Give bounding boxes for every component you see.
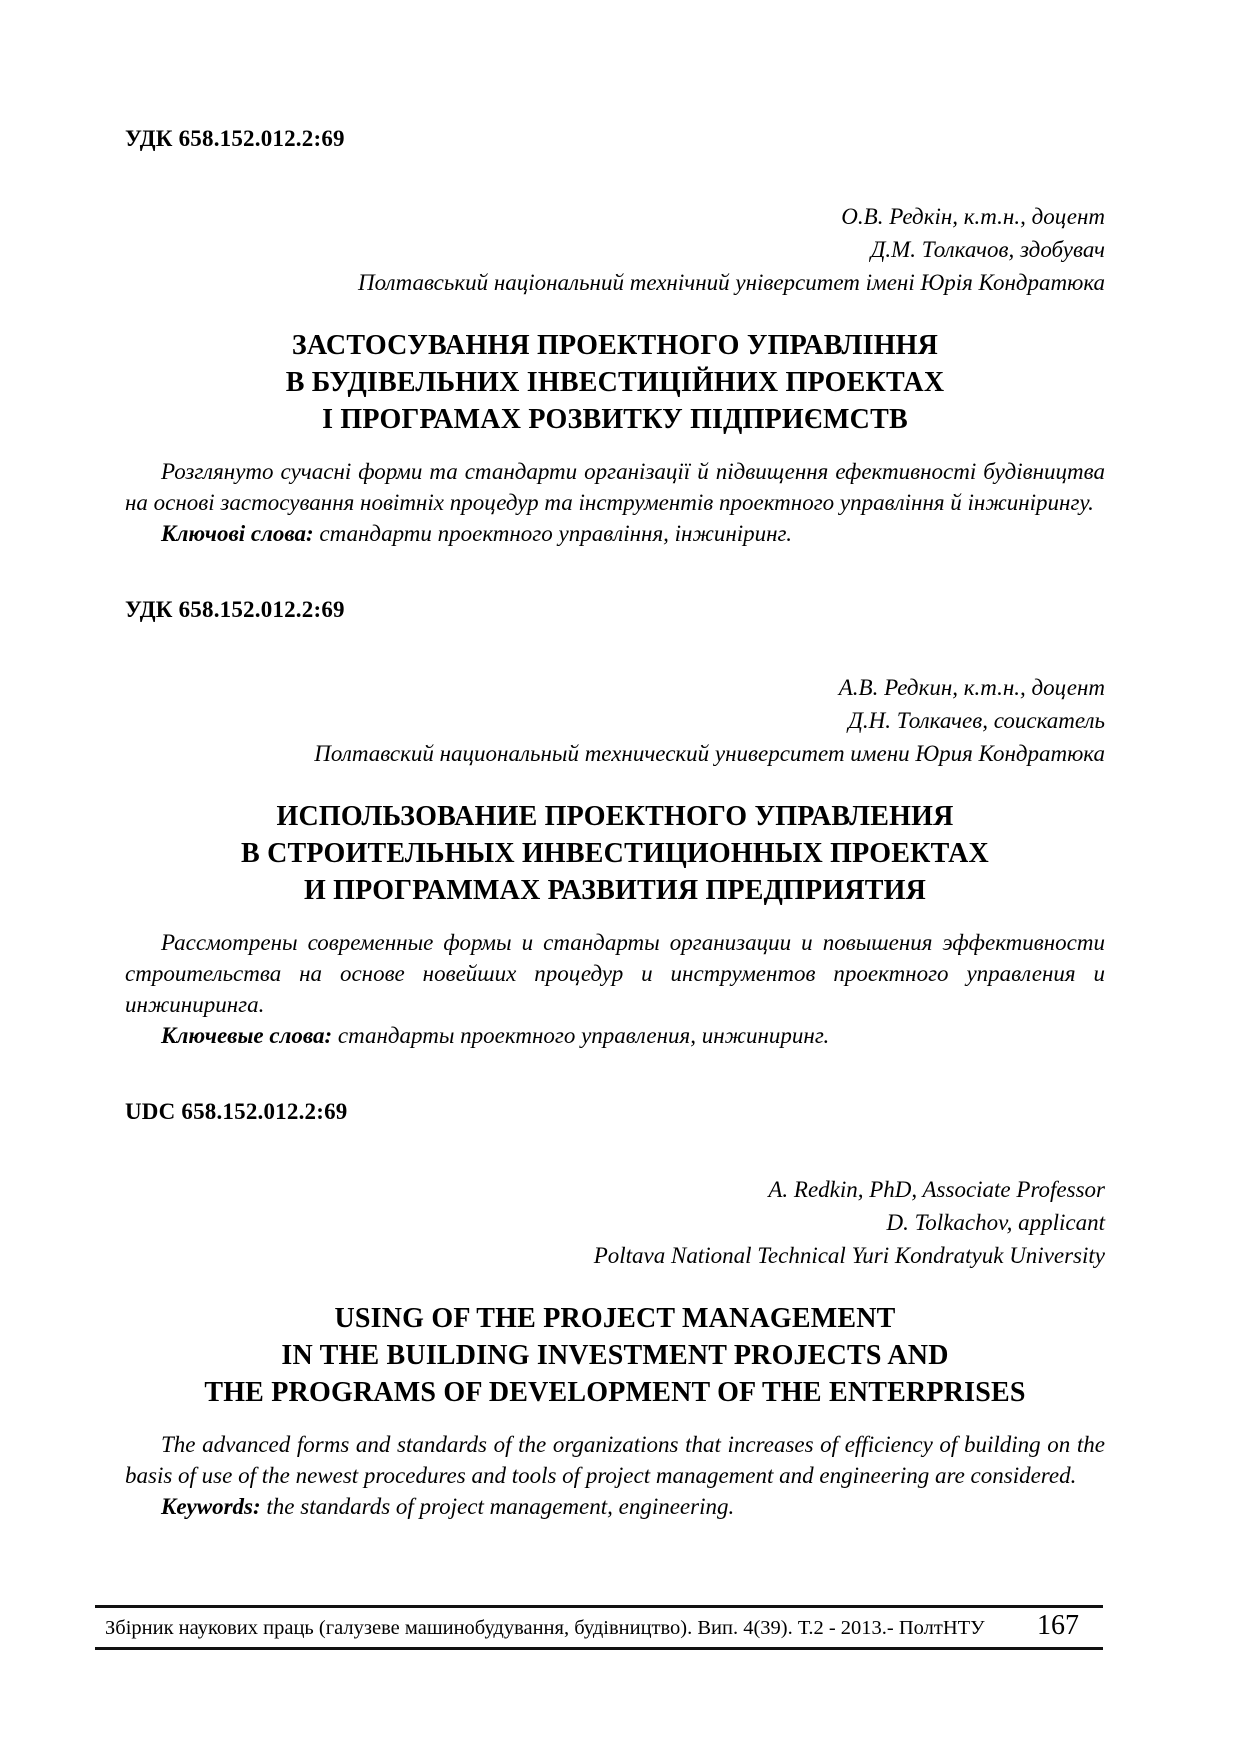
affiliation: Полтавский национальный технический университет имени Юрия Кондратюка — [314, 741, 1105, 766]
title-line: THE PROGRAMS OF DEVELOPMENT OF THE ENTERPRISES — [204, 1377, 1026, 1408]
section-russian — [125, 595, 1105, 1051]
abstract-text: The advanced forms and standards of the organizations that increases of efficiency of building on the basis of use of the newest procedures and tools of project management and engineering are considered. — [125, 1432, 1105, 1488]
keywords-label: Keywords: — [161, 1494, 261, 1519]
authors-block — [125, 1173, 1105, 1272]
keywords-line — [125, 1020, 1105, 1051]
author-line: A. Redkin, PhD, Associate Professor — [768, 1177, 1105, 1202]
article-title — [125, 327, 1105, 438]
author-line: D. Tolkachov, applicant — [886, 1210, 1105, 1235]
article-title — [125, 1300, 1105, 1411]
author-line: Д.Н. Толкачев, соискатель — [848, 708, 1105, 733]
title-line: IN THE BUILDING INVESTMENT PROJECTS AND — [281, 1340, 949, 1371]
affiliation: Poltava National Technical Yuri Kondratyuk University — [593, 1243, 1105, 1268]
title-line: В СТРОИТЕЛЬНЫХ ИНВЕСТИЦИОННЫХ ПРОЕКТАХ — [241, 838, 989, 869]
section-english — [125, 1097, 1105, 1522]
title-line: USING OF THE PROJECT MANAGEMENT — [334, 1303, 896, 1334]
page-content — [125, 0, 1105, 1522]
keywords-text: стандарти проектного управління, інжиніринг. — [313, 521, 792, 546]
keywords-line — [125, 518, 1105, 549]
title-line: ИСПОЛЬЗОВАНИЕ ПРОЕКТНОГО УПРАВЛЕНИЯ — [276, 801, 954, 832]
udc-code: УДК 658.152.012.2:69 — [125, 126, 345, 151]
affiliation: Полтавський національний технічний університет імені Юрія Кондратюка — [358, 270, 1105, 295]
footer-journal-info: Збірник наукових праць (галузеве машинобудування, будівництво). Вип. 4(39). Т.2 - 2013.- ПолтНТУ — [105, 1617, 985, 1639]
keywords-label: Ключевые слова: — [161, 1023, 333, 1048]
title-line: ЗАСТОСУВАННЯ ПРОЕКТНОГО УПРАВЛІННЯ — [291, 330, 939, 361]
udc-code: УДК 658.152.012.2:69 — [125, 597, 345, 622]
title-line: И ПРОГРАММАХ РАЗВИТИЯ ПРЕДПРИЯТИЯ — [303, 875, 927, 906]
abstract-text: Розглянуто сучасні форми та стандарти організації й підвищення ефективності будівництва на основі застосування новітніх процедур та інструментів проектного управління й інжинірингу. — [125, 459, 1105, 515]
author-line: Д.М. Толкачов, здобувач — [870, 237, 1105, 262]
author-line: О.В. Редкін, к.т.н., доцент — [841, 204, 1105, 229]
title-line: В БУДІВЕЛЬНИХ ІНВЕСТИЦІЙНИХ ПРОЕКТАХ — [285, 367, 945, 398]
udc-code: UDC 658.152.012.2:69 — [125, 1099, 348, 1124]
article-title — [125, 798, 1105, 909]
section-ukrainian — [125, 124, 1105, 549]
page-footer — [95, 1605, 1103, 1650]
keywords-line — [125, 1491, 1105, 1522]
title-line: І ПРОГРАМАХ РОЗВИТКУ ПІДПРИЄМСТВ — [322, 404, 908, 435]
authors-block — [125, 671, 1105, 770]
keywords-text: the standards of project management, engineering. — [260, 1494, 735, 1519]
keywords-label: Ключові слова: — [161, 521, 314, 546]
page-number: 167 — [1037, 1610, 1079, 1641]
keywords-text: стандарты проектного управления, инжиниринг. — [332, 1023, 830, 1048]
author-line: А.В. Редкин, к.т.н., доцент — [838, 675, 1105, 700]
abstract-text: Рассмотрены современные формы и стандарты организации и повышения эффективности строительства на основе новейших процедур и инструментов проектного управления и инжиниринга. — [125, 930, 1105, 1017]
authors-block — [125, 200, 1105, 299]
